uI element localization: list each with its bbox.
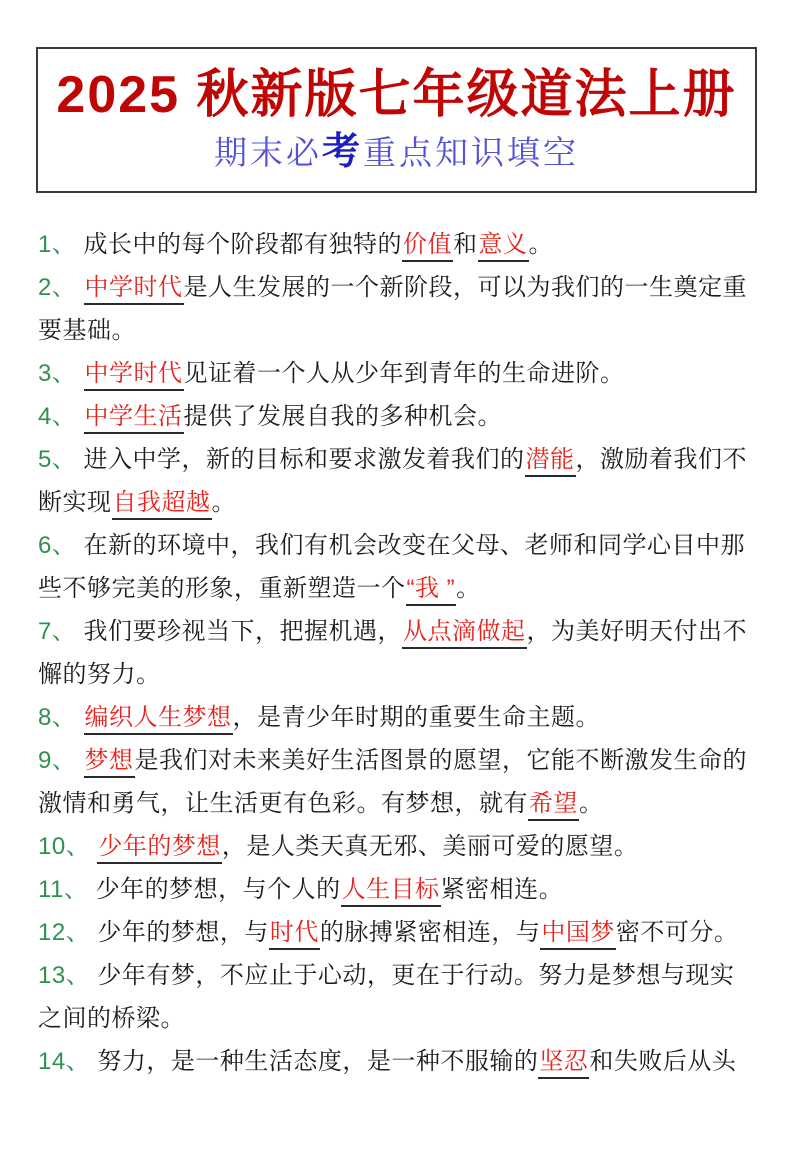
document-title: 2025 秋新版七年级道法上册 [56,65,737,124]
text-segment: 是我们对未来美好生活图景的愿望，它能不断激发生命的激情和勇气，让生活更有色彩。有梦想，就有 [38,747,748,817]
text-segment: 少年的梦想，与个人的 [95,876,341,903]
text-segment: 在新的环境中，我们有机会改变在父母、老师和同学心目中那些不够完美的形象，重新塑造一个 [38,532,746,602]
text-segment: 少年的梦想，与 [97,919,269,946]
document-subtitle [214,132,579,174]
blank-answer: 意义 [478,231,529,262]
list-item [38,610,758,696]
text-segment: 成长中的每个阶段都有独特的 [83,231,403,258]
list-item [38,954,758,1040]
text-segment: 是人生发展的一个新阶段，可以为我们的一生奠定重要基础。 [38,274,748,344]
title-box [36,47,757,193]
text-segment: 的脉搏紧密相连，与 [319,919,541,946]
text-segment: 提供了发展自我的多种机会。 [183,403,503,430]
list-item [38,911,758,954]
item-number: 10、 [38,833,91,860]
list-item [38,825,758,868]
text-segment: 。 [211,489,236,516]
blank-answer: 少年的梦想 [97,833,222,864]
item-number: 4、 [38,403,77,430]
list-item [38,696,758,739]
blank-answer: “我 ” [406,575,457,606]
text-segment: 紧密相连。 [440,876,564,903]
blank-answer: 人生目标 [341,876,441,907]
text-segment: ，激励着我们不断实现 [38,446,748,516]
text-segment: 。 [579,790,604,817]
list-item [38,266,758,352]
item-number: 6、 [38,532,77,559]
text-segment: 。 [456,575,481,602]
blank-answer: 潜能 [525,446,576,477]
blank-answer: 中学时代 [84,274,184,305]
item-number: 1、 [38,231,77,258]
text-segment: ，为美好明天付出不懈的努力。 [38,618,748,688]
knowledge-list [38,223,758,1083]
blank-answer: 编织人生梦想 [84,704,233,735]
item-number: 5、 [38,446,77,473]
text-segment: 少年有梦，不应止于心动，更在于行动。努力是梦想与现实之间的桥梁。 [38,962,735,1032]
item-number: 3、 [38,360,77,387]
item-number: 7、 [38,618,77,645]
text-segment: 和 [453,231,478,258]
list-item [38,438,758,524]
text-segment: 见证着一个人从少年到青年的生命进阶。 [183,360,625,387]
worksheet-page [0,47,793,1169]
text-segment: 密不可分。 [615,919,739,946]
text-segment: ，是人类天真无邪、美丽可爱的愿望。 [221,833,639,860]
blank-answer: 自我超越 [112,489,212,520]
blank-answer: 中国梦 [540,919,616,950]
list-item [38,524,758,610]
text-segment: 和失败后从头 [589,1048,737,1075]
text-segment: ，是青少年时期的重要生命主题。 [232,704,601,731]
item-number: 12、 [38,919,91,946]
list-item [38,223,758,266]
item-number: 9、 [38,747,77,774]
item-number: 14、 [38,1048,91,1075]
list-item [38,739,758,825]
blank-answer: 时代 [269,919,320,950]
blank-answer: 中学生活 [84,403,184,434]
text-segment: 努力，是一种生活态度，是一种不服输的 [97,1048,539,1075]
blank-answer: 中学时代 [84,360,184,391]
item-number: 11、 [38,876,89,903]
list-item [38,352,758,395]
blank-answer: 从点滴做起 [402,618,527,649]
text-segment: 我们要珍视当下，把握机遇， [83,618,403,645]
list-item [38,868,758,911]
item-number: 2、 [38,274,77,301]
blank-answer: 希望 [528,790,579,821]
subtitle-emphasis: 考 [321,130,363,173]
blank-answer: 梦想 [84,747,135,778]
item-number: 13、 [38,962,91,989]
blank-answer: 价值 [402,231,453,262]
text-segment: 。 [528,231,554,258]
subtitle-prefix: 期末必 [213,135,322,172]
text-segment: 进入中学，新的目标和要求激发着我们的 [83,446,525,473]
list-item [38,1040,758,1083]
blank-answer: 坚忍 [538,1048,589,1079]
item-number: 8、 [38,704,77,731]
subtitle-suffix: 重点知识填空 [363,135,579,172]
list-item [38,395,758,438]
